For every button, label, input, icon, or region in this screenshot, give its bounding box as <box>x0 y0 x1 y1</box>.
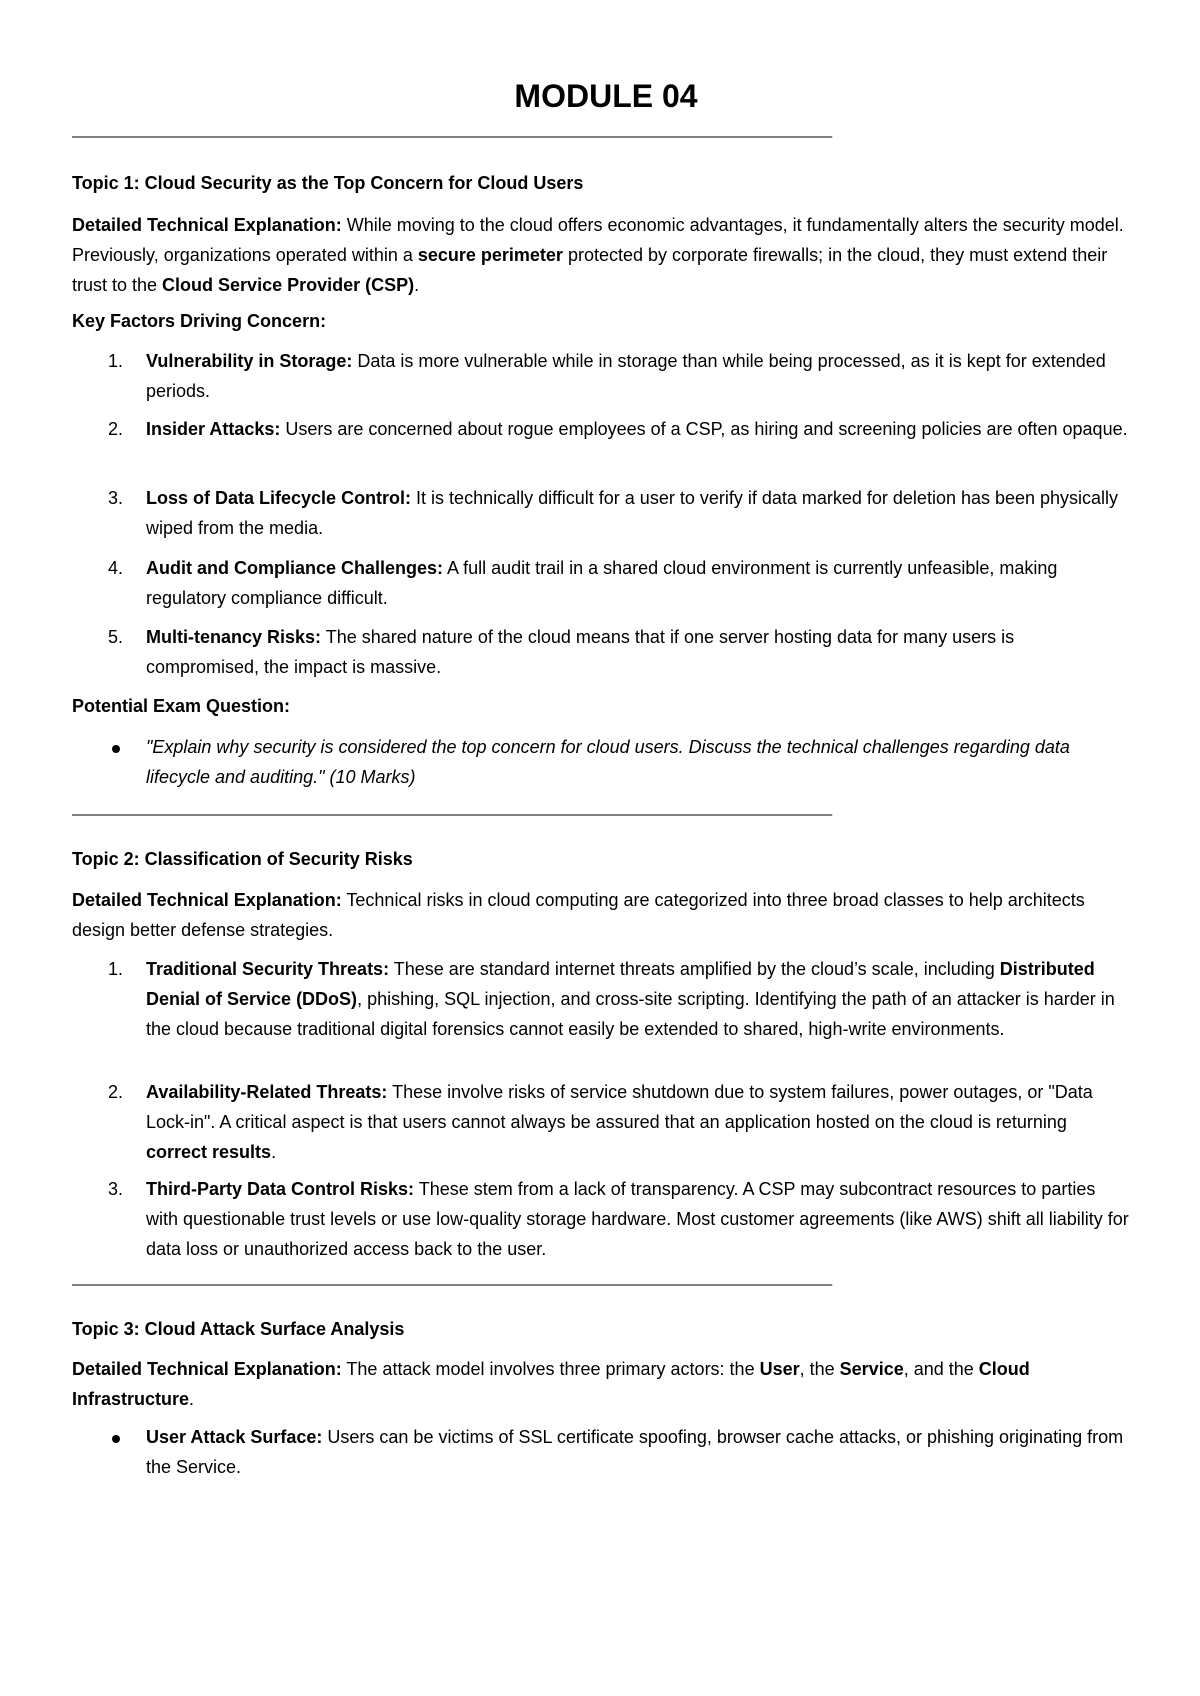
bold-term: Service <box>839 1359 904 1379</box>
item-label: User Attack Surface: <box>146 1427 323 1447</box>
dte-label: Detailed Technical Explanation: <box>72 1359 342 1379</box>
item-text: . <box>271 1142 277 1162</box>
item-text: These are standard internet threats amplified by the cloud’s scale, including <box>389 959 1000 979</box>
item-text: Users can be victims of SSL certificate spoofing, browser cache attacks, or phishing originating from the Service. <box>146 1427 1124 1477</box>
item-text: The shared nature of the cloud means that if one server hosting data for many users is compromised, the impact is massive. <box>146 627 1015 677</box>
text: . <box>189 1389 195 1409</box>
page-title: MODULE 04 <box>514 78 698 114</box>
text: , the <box>799 1359 840 1379</box>
topic1-explanation <box>72 210 1132 300</box>
text: . <box>414 275 420 295</box>
item-text: It is technically difficult for a user to verify if data marked for deletion has been physically wiped from the media. <box>146 488 1119 538</box>
item-label: Third-Party Data Control Risks: <box>146 1179 415 1199</box>
item-text: Users are concerned about rogue employees of a CSP, as hiring and screening policies are often opaque. <box>280 419 1128 439</box>
item-text: , phishing, SQL injection, and cross-site scripting. Identifying the path of an attacker is harder in the cloud because traditional digital forensics cannot easily be extended to shared, high-write environments. <box>146 989 1115 1039</box>
item-label: Availability-Related Threats: <box>146 1082 388 1102</box>
topic3-explanation <box>72 1354 1132 1414</box>
text: , and the <box>903 1359 979 1379</box>
text: While moving to the cloud offers economic advantages, it fundamentally alters the security model. Previously, organizations operated within a <box>72 215 1124 265</box>
exam-question-text: "Explain why security is considered the top concern for cloud users. Discuss the technical challenges regarding data lifecycle and auditing." (10 Marks) <box>146 737 1070 787</box>
topic2-explanation <box>72 885 1132 945</box>
dte-label: Detailed Technical Explanation: <box>72 215 342 235</box>
item-label: Audit and Compliance Challenges: <box>146 558 444 578</box>
bold-term: correct results <box>146 1142 272 1162</box>
bold-term: Distributed Denial of Service (DDoS) <box>146 959 1095 1009</box>
text: Technical risks in cloud computing are categorized into three broad classes to help architects design better defense strategies. <box>72 890 1085 940</box>
exam-question-heading: Potential Exam Question: <box>72 696 291 716</box>
list-number: 5. <box>108 627 124 647</box>
item-text: These stem from a lack of transparency. A CSP may subcontract resources to parties with questionable trust levels or use low-quality storage hardware. Most customer agreements (like AWS) shift all liability for data loss or unauthorized access back to the user. <box>146 1179 1129 1259</box>
dte-label: Detailed Technical Explanation: <box>72 890 342 910</box>
text: protected by corporate firewalls; in the cloud, they must extend their trust to the <box>72 245 1108 295</box>
list-number: 1. <box>108 959 124 979</box>
item-label: Traditional Security Threats: <box>146 959 390 979</box>
list-number: 1. <box>108 351 124 371</box>
list-number: 3. <box>108 488 124 508</box>
separator: ——————————————————————————————————————————————————————— <box>72 806 832 823</box>
item-label: Insider Attacks: <box>146 419 281 439</box>
list-number: 2. <box>108 1082 124 1102</box>
text: The attack model involves three primary actors: the <box>341 1359 760 1379</box>
topic1-heading: Topic 1: Cloud Security as the Top Concern for Cloud Users <box>72 173 584 193</box>
bullet-icon <box>108 732 138 762</box>
item-text: These involve risks of service shutdown due to system failures, power outages, or "Data Lock-in". A critical aspect is that users cannot always be assured that an application hosted on the cloud is returning <box>146 1082 1093 1132</box>
bold-term: Cloud Service Provider (CSP) <box>162 275 415 295</box>
bold-term: Cloud Infrastructure <box>72 1359 1030 1409</box>
item-text: Data is more vulnerable while in storage than while being processed, as it is kept for extended periods. <box>146 351 1106 401</box>
separator: ——————————————————————————————————————————————————————— <box>72 1276 832 1293</box>
item-label: Multi-tenancy Risks: <box>146 627 322 647</box>
topic2-heading: Topic 2: Classification of Security Risks <box>72 849 413 869</box>
bold-term: User <box>759 1359 800 1379</box>
item-label: Vulnerability in Storage: <box>146 351 353 371</box>
separator: ——————————————————————————————————————————————————————— <box>72 128 832 145</box>
key-factors-heading: Key Factors Driving Concern: <box>72 311 327 331</box>
topic3-heading: Topic 3: Cloud Attack Surface Analysis <box>72 1319 405 1339</box>
bold-term: secure perimeter <box>417 245 563 265</box>
list-number: 3. <box>108 1179 124 1199</box>
item-text: A full audit trail in a shared cloud environment is currently unfeasible, making regulatory compliance difficult. <box>146 558 1058 608</box>
item-label: Loss of Data Lifecycle Control: <box>146 488 412 508</box>
list-number: 4. <box>108 558 124 578</box>
list-number: 2. <box>108 419 124 439</box>
bullet-icon <box>108 1422 138 1452</box>
